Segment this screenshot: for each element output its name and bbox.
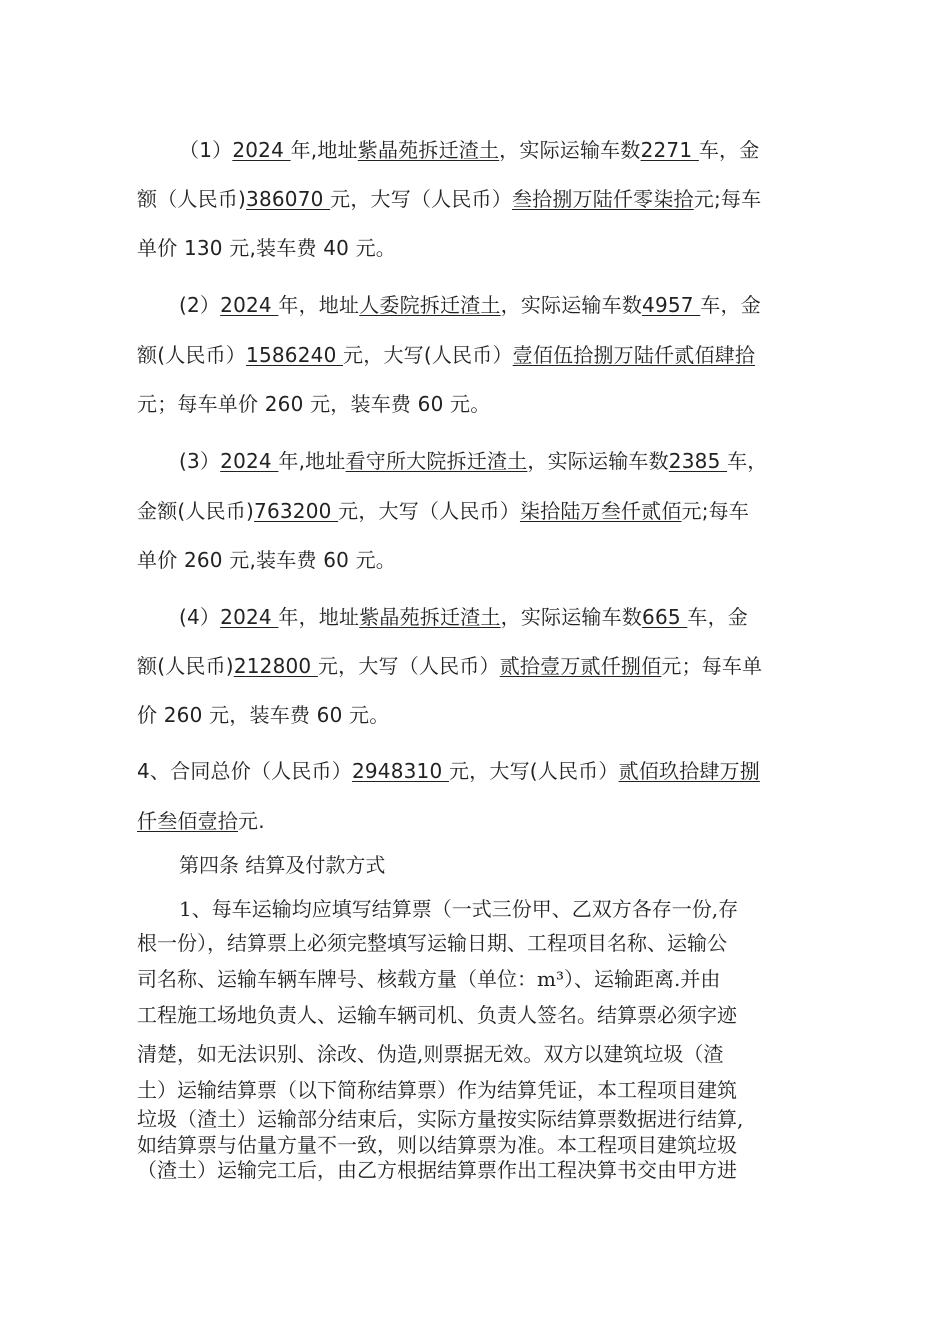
item-4-year: 2024 [220, 605, 279, 629]
item-2-line-2 [137, 342, 812, 368]
item-4-address: 紫晶苑拆迁渣土 [359, 605, 501, 629]
text: ，实际运输车数 [527, 449, 669, 473]
settlement-line-1: 1、每车运输均应填写结算票（一式三份甲、乙双方各存一份,存 [179, 897, 739, 921]
item-2-address: 人委院拆迁渣土 [359, 293, 501, 317]
text: 元，大写(人民币） [448, 759, 619, 783]
item-1-year: 2024 [232, 138, 291, 162]
settlement-line-8: 如结算票与估量方量不一致，则以结算票为准。本工程项目建筑垃圾 [137, 1133, 737, 1157]
item-4-line-3 [137, 702, 812, 728]
text: 车，金 [698, 138, 760, 162]
item-3-line-2 [137, 498, 812, 524]
text: ，实际运输车数 [499, 138, 641, 162]
item-2-line-1 [179, 292, 812, 318]
item-3-line-3 [137, 547, 812, 573]
item-3-address: 看守所大院拆迁渣土 [345, 449, 528, 473]
text: 年,地址 [278, 449, 346, 473]
item-2-amount-in-words: 壹佰伍拾捌万陆仟贰佰肆拾 [512, 343, 756, 367]
item-2-line-3 [137, 391, 812, 417]
item-4-amount-in-words: 贰拾壹万贰仟捌佰 [499, 654, 662, 678]
item-1-line-1 [179, 137, 812, 163]
text: ，实际运输车数 [500, 605, 643, 629]
text: 元；每车单价 260 元，装车费 60 元。 [137, 392, 491, 416]
text: 车， [727, 449, 768, 473]
item-4-line-1 [179, 604, 812, 630]
total-amount-in-words-cont: 仟叁佰壹拾 [137, 809, 238, 833]
text: ，实际运输车数 [500, 293, 643, 317]
text: 额(人民币) [137, 654, 234, 678]
total-amount: 2948310 [351, 759, 449, 783]
settlement-line-4: 工程施工场地负责人、运输车辆司机、负责人签名。结算票必须字迹 [137, 1003, 737, 1027]
item-4-label: (4） [179, 605, 221, 629]
settlement-line-6: 土）运输结算票（以下简称结算票）作为结算凭证，本工程项目建筑 [137, 1078, 737, 1102]
item-1-line-3 [137, 235, 812, 261]
text: 元. [238, 809, 265, 833]
text: 金额(人民币) [137, 499, 255, 523]
text: 元;每车 [681, 499, 750, 523]
item-4-line-2 [137, 653, 812, 679]
item-3-amount: 763200 [254, 499, 339, 523]
text: 车，金 [687, 605, 748, 629]
settlement-line-9: （渣土）运输完工后，由乙方根据结算票作出工程决算书交由甲方进 [137, 1158, 737, 1182]
text: 年，地址 [278, 293, 360, 317]
text: 元，大写（人民币） [338, 499, 520, 523]
settlement-line-3: 司名称、运输车辆车牌号、核载方量（单位：m³）、运输距离.并由 [137, 967, 721, 991]
settlement-line-5: 清楚，如无法识别、涂改、伪造,则票据无效。双方以建筑垃圾（渣 [137, 1042, 724, 1066]
item-1-amount: 386070 [246, 187, 331, 211]
text: 额(人民币） [137, 343, 247, 367]
item-3-year: 2024 [220, 449, 279, 473]
item-2-label: (2） [179, 293, 221, 317]
text: 元;每车 [693, 187, 762, 211]
item-3-label: (3） [179, 449, 221, 473]
item-1-address: 紫晶苑拆迁渣土 [357, 138, 500, 162]
text: 年，地址 [278, 605, 360, 629]
total-line-2 [137, 808, 812, 834]
article-heading: 第四条 结算及付款方式 [179, 853, 386, 877]
settlement-line-7: 垃圾（渣土）运输部分结束后，实际方量按实际结算票数据进行结算, [137, 1107, 744, 1131]
text: 单价 130 元,装车费 40 元。 [137, 236, 397, 260]
item-1-amount-in-words: 叁拾捌万陆仟零柒拾 [511, 187, 694, 211]
settlement-line-2: 根一份），结算票上必须完整填写运输日期、工程项目名称、运输公 [137, 931, 727, 955]
item-4-truck-count: 665 [642, 605, 688, 629]
total-line-1 [137, 758, 812, 784]
item-4-amount: 212800 [233, 654, 318, 678]
text: 元，大写（人民币） [330, 187, 512, 211]
text: 元；每车单 [661, 654, 763, 678]
text: 元，大写(人民币） [343, 343, 513, 367]
text: 年,地址 [290, 138, 358, 162]
text: 单价 260 元,装车费 60 元。 [137, 548, 397, 572]
total-amount-in-words: 贰佰玖拾肆万捌 [618, 759, 760, 783]
item-3-amount-in-words: 柒拾陆万叁仟贰佰 [519, 499, 682, 523]
item-1-label: （1） [179, 138, 233, 162]
item-3-line-1 [179, 448, 812, 474]
text: 价 260 元，装车费 60 元。 [137, 703, 390, 727]
item-2-year: 2024 [220, 293, 279, 317]
item-2-truck-count: 4957 [642, 293, 701, 317]
item-3-truck-count: 2385 [668, 449, 728, 473]
item-2-amount: 1586240 [246, 343, 344, 367]
text: 4、合同总价（人民币） [137, 759, 352, 783]
text: 元，大写（人民币） [317, 654, 500, 678]
text: 额（人民币) [137, 187, 247, 211]
item-1-truck-count: 2271 [640, 138, 699, 162]
text: 车，金 [700, 293, 761, 317]
item-1-line-2 [137, 186, 812, 212]
